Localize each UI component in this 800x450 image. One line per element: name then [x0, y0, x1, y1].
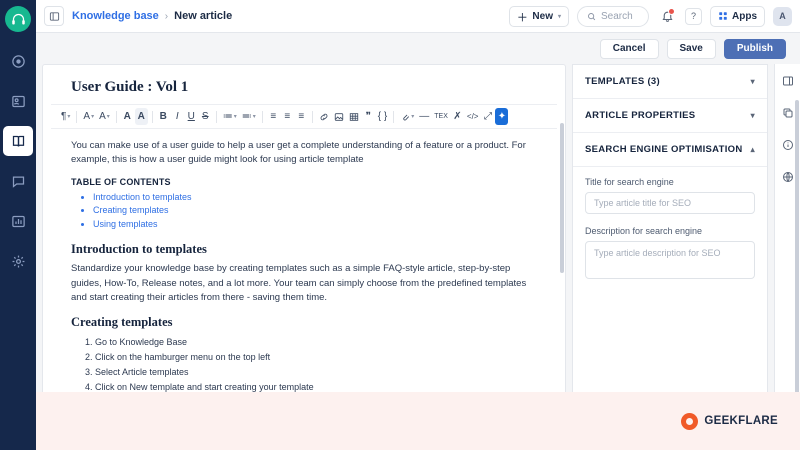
search-icon: [587, 12, 596, 21]
plus-icon: ＋: [517, 12, 528, 24]
seo-title-placeholder: Type article title for SEO: [594, 198, 692, 208]
sidebar-item-contacts[interactable]: [3, 86, 33, 116]
breadcrumb-separator: ›: [164, 10, 169, 22]
intro-paragraph-text: You can make use of a user guide to help a user get a complete understanding of a feature or a product. For example, this is how a user guide might look for using article template: [71, 140, 526, 166]
accordion-seo[interactable]: [573, 133, 767, 167]
toolbar-divider: [152, 111, 153, 123]
section-heading-introduction: Introduction to templates: [71, 242, 207, 257]
align-center-button[interactable]: ≡: [284, 111, 291, 122]
brand-name: GEEKFLARE: [704, 415, 778, 427]
list-item[interactable]: • Creating templates: [93, 204, 537, 218]
info-icon[interactable]: [779, 136, 797, 154]
quote-button[interactable]: ❞: [365, 111, 371, 122]
strikethrough-button[interactable]: S: [201, 111, 209, 122]
breadcrumb: [72, 10, 232, 22]
document-body[interactable]: [43, 129, 565, 394]
publish-button[interactable]: Publish: [724, 39, 786, 59]
toolbar-divider: [312, 111, 313, 123]
seo-description-placeholder: Type article description for SEO: [594, 248, 721, 258]
list-item: 3. Select Article templates: [95, 365, 537, 380]
chevron-down-icon: ▾: [750, 111, 755, 120]
list-item: 4. Click on New template and start creating your template: [95, 380, 537, 395]
fullscreen-button[interactable]: ⤢: [483, 111, 492, 122]
editor-scrollbar[interactable]: [560, 123, 564, 273]
attachment-icon[interactable]: [398, 108, 416, 125]
accordion-templates-label: TEMPLATES (3): [585, 76, 660, 87]
toolbar-divider: [116, 111, 117, 123]
seo-description-input[interactable]: [585, 241, 755, 279]
chevron-down-icon: ▾: [557, 13, 561, 20]
seo-title-input[interactable]: [585, 192, 755, 214]
insert-image-icon[interactable]: [332, 108, 346, 125]
font-family-button[interactable]: A ▾: [81, 108, 96, 125]
special-character-button[interactable]: TEX: [434, 113, 448, 120]
align-left-button[interactable]: ≡: [270, 111, 277, 122]
page-title[interactable]: User Guide : Vol 1: [71, 79, 189, 95]
sidebar-item-chat[interactable]: [3, 166, 33, 196]
globe-icon[interactable]: [779, 168, 797, 186]
save-button[interactable]: Save: [667, 39, 716, 59]
expand-panel-icon[interactable]: [779, 72, 797, 90]
toc-heading: TABLE OF CONTENTS: [71, 176, 171, 187]
seo-title-label: Title for search engine: [585, 177, 674, 187]
new-button[interactable]: [509, 6, 569, 27]
editor-toolbar: [51, 104, 557, 129]
chevron-up-icon: ▴: [750, 145, 755, 154]
highlight-color-button[interactable]: A: [135, 108, 148, 125]
sidebar-item-reports[interactable]: [3, 206, 33, 236]
horizontal-rule-button[interactable]: —: [419, 111, 430, 122]
list-item[interactable]: • Introduction to templates: [93, 191, 537, 205]
seo-description-label: Description for search engine: [585, 226, 703, 236]
list-item: 2. Click on the hamburger menu on the top left: [95, 350, 537, 365]
insert-link-icon[interactable]: [317, 108, 331, 125]
list-item[interactable]: • Using templates: [93, 218, 537, 232]
action-bar: [36, 33, 800, 64]
apps-button-label: Apps: [732, 10, 757, 22]
font-size-button[interactable]: A ▾: [97, 108, 112, 125]
geekflare-icon: [681, 413, 698, 430]
breadcrumb-root-link[interactable]: Knowledge base: [72, 10, 159, 22]
list-item: 1. Go to Knowledge Base: [95, 335, 537, 350]
creating-steps-list: [71, 335, 537, 394]
search-placeholder: Search: [601, 10, 633, 22]
sidebar-collapse-icon[interactable]: [44, 6, 64, 26]
left-nav-rail: [0, 0, 36, 450]
top-bar-right-group: [509, 6, 792, 27]
avatar[interactable]: A: [773, 7, 792, 26]
top-bar: [36, 0, 800, 33]
sidebar-item-knowledge-base[interactable]: [3, 126, 33, 156]
brand-logo: [681, 413, 778, 430]
toolbar-divider: [216, 111, 217, 123]
accordion-templates[interactable]: [573, 65, 767, 99]
page-scrollbar[interactable]: [795, 100, 799, 430]
section-heading-creating: Creating templates: [71, 315, 173, 330]
toc-list: [71, 191, 537, 233]
numbered-list-button[interactable]: ≕ ▾: [240, 108, 258, 125]
accordion-article-properties-label: ARTICLE PROPERTIES: [585, 110, 696, 121]
sidebar-item-settings[interactable]: [3, 246, 33, 276]
rail-footer-block: [0, 392, 36, 450]
toolbar-divider: [393, 111, 394, 123]
bold-button[interactable]: B: [159, 111, 167, 122]
italic-button[interactable]: I: [175, 111, 179, 122]
ai-assist-button[interactable]: ✦: [495, 108, 508, 125]
apps-button[interactable]: [710, 6, 765, 27]
underline-button[interactable]: U: [187, 111, 195, 122]
source-code-button[interactable]: </>: [466, 112, 479, 121]
bell-icon[interactable]: [657, 6, 677, 26]
intro-paragraph: [71, 139, 537, 168]
section-paragraph-introduction: Standardize your knowledge base by creating templates such as a simple FAQ-style article, step-by-step guides, How-To, Release notes, and a lot more. Your team can simply choose from the predefined templates and start creating their articles from there - saving them time.: [71, 263, 527, 303]
clear-format-button[interactable]: ✗: [453, 111, 462, 122]
breadcrumb-current: New article: [174, 10, 233, 22]
grid-icon: [718, 11, 728, 21]
code-block-button[interactable]: { }: [377, 111, 388, 122]
accordion-article-properties[interactable]: [573, 99, 767, 133]
cancel-button[interactable]: Cancel: [600, 39, 659, 59]
help-icon[interactable]: ?: [685, 8, 702, 25]
toolbar-divider: [76, 111, 77, 123]
bulleted-list-button[interactable]: ≔ ▾: [221, 108, 239, 125]
new-button-label: New: [532, 10, 553, 22]
copy-icon[interactable]: [779, 104, 797, 122]
app-logo-headset-icon[interactable]: [5, 6, 31, 32]
sidebar-item-dashboard[interactable]: [3, 46, 33, 76]
chevron-down-icon: ▾: [750, 77, 755, 86]
accordion-seo-label: SEARCH ENGINE OPTIMISATION: [585, 144, 743, 155]
insert-table-icon[interactable]: [347, 108, 361, 125]
text-color-button[interactable]: A: [123, 111, 131, 122]
align-right-button[interactable]: ≡: [298, 111, 305, 122]
seo-fields: [573, 167, 767, 291]
footer-bar: [36, 392, 800, 450]
main-column: [36, 0, 800, 450]
toolbar-divider: [262, 111, 263, 123]
search-input[interactable]: [577, 6, 649, 27]
paragraph-style-button[interactable]: ¶ ▾: [59, 108, 72, 125]
